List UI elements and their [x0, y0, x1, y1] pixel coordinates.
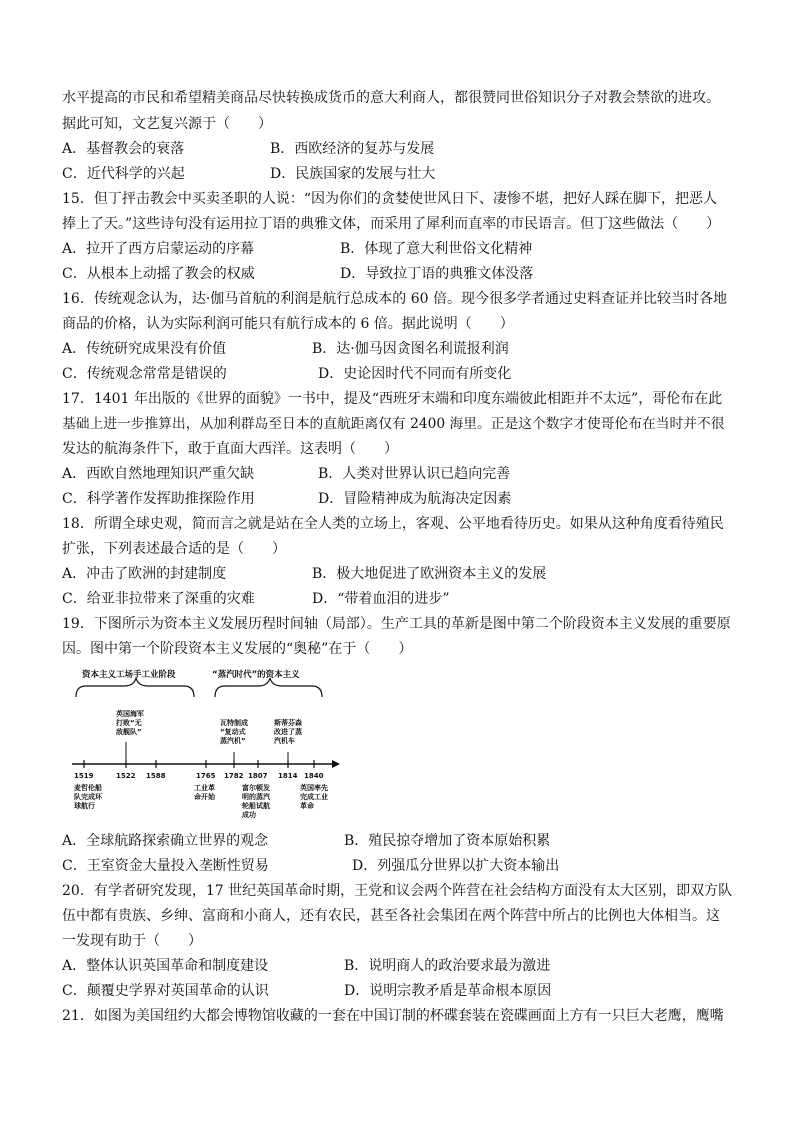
event-below-1519: 麦哲伦船 — [74, 784, 102, 792]
q17-option-a: A．西欧自然地理知识严重欠缺 — [62, 466, 255, 482]
q14-option-b: B．西欧经济的复苏与发展 — [270, 141, 435, 157]
event-above-1814: 改进了蒸 — [274, 728, 302, 736]
event-below-1807: 轮船试航 — [242, 802, 270, 810]
q20-option-a: A．整体认识英国革命和制度建设 — [62, 958, 269, 974]
q20-option-d: D．说明宗教矛盾是革命根本原因 — [344, 983, 552, 999]
event-below-1765: 命开始 — [194, 793, 215, 801]
q18-stem-line2: 扩张，下列表述最合适的是（ ） — [62, 541, 286, 557]
event-below-1840: 完成工业 — [300, 793, 328, 801]
q16-stem-line1: 16．传统观念认为，达·伽马首航的利润是航行总成本的 60 倍。现今很多学者通过史料查证并比较当时各地 — [62, 291, 727, 307]
q15-option-c: C．从根本上动摇了教会的权威 — [62, 266, 255, 282]
q14-option-a: A．基督教会的衰落 — [62, 141, 185, 157]
q18-option-a: A．冲击了欧洲的封建制度 — [62, 566, 227, 582]
q14-stem-line1: 水平提高的市民和希望精美商品尽快转换成货币的意大利商人，都很赞同世俗知识分子对教会禁欲的进攻。 — [62, 90, 720, 106]
q19-option-d: D．列强瓜分世界以扩大资本输出 — [352, 858, 560, 874]
q19-option-c: C．王室资金大量投入垄断性贸易 — [62, 858, 269, 874]
year-label: 1814 — [278, 772, 298, 780]
year-label: 1840 — [304, 772, 324, 780]
q19-stem-line1: 19．下图所示为资本主义发展历程时间轴（局部）。生产工具的革新是图中第二个阶段资本主义发展的重要原 — [62, 616, 731, 632]
q18-option-d: D．“带着血泪的进步” — [312, 591, 450, 607]
q16-stem-line2: 商品的价格，认为实际利润可能只有航行成本的 6 倍。据此说明（ ） — [62, 316, 514, 332]
q20-option-c: C．颠覆史学界对英国革命的认识 — [62, 983, 269, 999]
event-above-1814: 斯蒂芬森 — [274, 719, 302, 727]
q15-option-d: D．导致拉丁语的典雅文体没落 — [340, 266, 534, 282]
q20-stem-line2: 伍中都有贵族、乡绅、富商和小商人，还有农民，甚至各社会集团在两个阵营中所占的比例也大体相当。这 — [62, 908, 720, 924]
event-above-1530: 敌舰队” — [116, 728, 142, 736]
event-below-1765: 工业革 — [194, 784, 215, 792]
event-below-1840: 革命 — [300, 802, 314, 810]
q17-option-c: C．科学著作发挥助推探险作用 — [62, 491, 255, 507]
event-below-1807: 明的蒸汽 — [242, 793, 270, 801]
year-label: 1522 — [116, 772, 136, 780]
q16-option-c: C．传统观念常常是错误的 — [62, 366, 227, 382]
event-below-1807: 成功 — [242, 811, 256, 819]
event-below-1519: 球航行 — [74, 802, 95, 810]
q14-option-d: D．民族国家的发展与壮大 — [270, 166, 436, 182]
timeline-stage2-label: “蒸汽时代”的资本主义 — [212, 670, 300, 680]
event-below-1840: 英国率先 — [300, 784, 328, 792]
q14-option-c: C．近代科学的兴起 — [62, 166, 185, 182]
q17-option-b: B．人类对世界认识已趋向完善 — [318, 466, 511, 482]
event-above-1814: 汽机车 — [274, 737, 295, 745]
q16-option-a: A．传统研究成果没有价值 — [62, 341, 227, 357]
q19-option-b: B．殖民掠夺增加了资本原始积累 — [344, 833, 551, 849]
event-above-1782: “复动式 — [220, 728, 246, 736]
timeline-svg — [62, 664, 347, 832]
q15-stem-line2: 捧上了天。”这些诗句没有运用拉丁语的典雅文体，而采用了犀利而直率的市民语言。但丁这些做法（ ） — [62, 216, 721, 232]
q20-option-b: B．说明商人的政治要求最为激进 — [344, 958, 551, 974]
q21-stem-line1: 21．如图为美国纽约大都会博物馆收藏的一套在中国订制的杯碟套装在瓷碟画面上方有一只巨大老鹰，鹰嘴 — [62, 1008, 724, 1024]
event-above-1530: 打败“无 — [116, 719, 142, 727]
event-above-1782: 蒸汽机” — [220, 737, 246, 745]
q15-option-b: B．体现了意大利世俗文化精神 — [340, 241, 533, 257]
q19-option-a: A．全球航路探索确立世界的观念 — [62, 833, 269, 849]
q20-stem-line1: 20．有学者研究发现，17 世纪英国革命时期，王党和议会两个阵营在社会结构方面没有太大区别，即双方队 — [62, 883, 733, 899]
q18-option-c: C．给亚非拉带来了深重的灾难 — [62, 591, 255, 607]
stage1-brace — [76, 678, 194, 697]
q19-stem-line2: 因。图中第一个阶段资本主义发展的“奥秘”在于（ ） — [62, 641, 413, 657]
year-label: 1782 — [224, 772, 244, 780]
q18-stem-line1: 18．所谓全球史观，简而言之就是站在全人类的立场上，客观、公平地看待历史。如果从这种角度看待殖民 — [62, 516, 724, 532]
event-above-1530: 英国海军 — [116, 710, 144, 718]
year-label: 1519 — [74, 772, 94, 780]
q20-stem-line3: 一发现有助于（ ） — [62, 933, 202, 949]
q14-stem-line2: 据此可知，文艺复兴源于（ ） — [62, 116, 272, 132]
year-label: 1588 — [146, 772, 166, 780]
timeline-stage1-label: 资本主义工场手工业阶段 — [82, 670, 176, 680]
q15-option-a: A．拉开了西方启蒙运动的序幕 — [62, 241, 255, 257]
q17-stem-line3: 发达的航海条件下，敢于直面大西洋。这表明（ ） — [62, 441, 398, 457]
q15-stem-line1: 15．但丁抨击教会中买卖圣职的人说：“因为你们的贪婪使世风日下、凄惨不堪，把好人踩在脚下，把恶人 — [62, 191, 717, 207]
q17-stem-line2: 基础上进一步推算出，从加利群岛至日本的直航距离仅有 2400 海里。正是这个数字才使哥伦布在当时并不很 — [62, 416, 725, 432]
timeline-arrow — [332, 760, 340, 768]
year-label: 1765 — [196, 772, 216, 780]
event-above-1782: 瓦特制成 — [220, 719, 248, 727]
year-label: 1807 — [248, 772, 268, 780]
q17-option-d: D．冒险精神成为航海决定因素 — [318, 491, 512, 507]
event-below-1807: 富尔顿发 — [242, 784, 270, 792]
event-below-1519: 队完成环 — [74, 793, 102, 801]
q16-option-d: D．史论因时代不同而有所变化 — [318, 366, 512, 382]
q18-option-b: B．极大地促进了欧洲资本主义的发展 — [312, 566, 547, 582]
q16-option-b: B．达·伽马因贪图名利谎报利润 — [312, 341, 509, 357]
q17-stem-line1: 17．1401 年出版的《世界的面貌》一书中，提及“西班牙末端和印度东端彼此相距并不太远”，哥伦布在此 — [62, 391, 723, 407]
stage2-brace — [215, 678, 322, 697]
capitalism-timeline-figure — [62, 664, 347, 832]
